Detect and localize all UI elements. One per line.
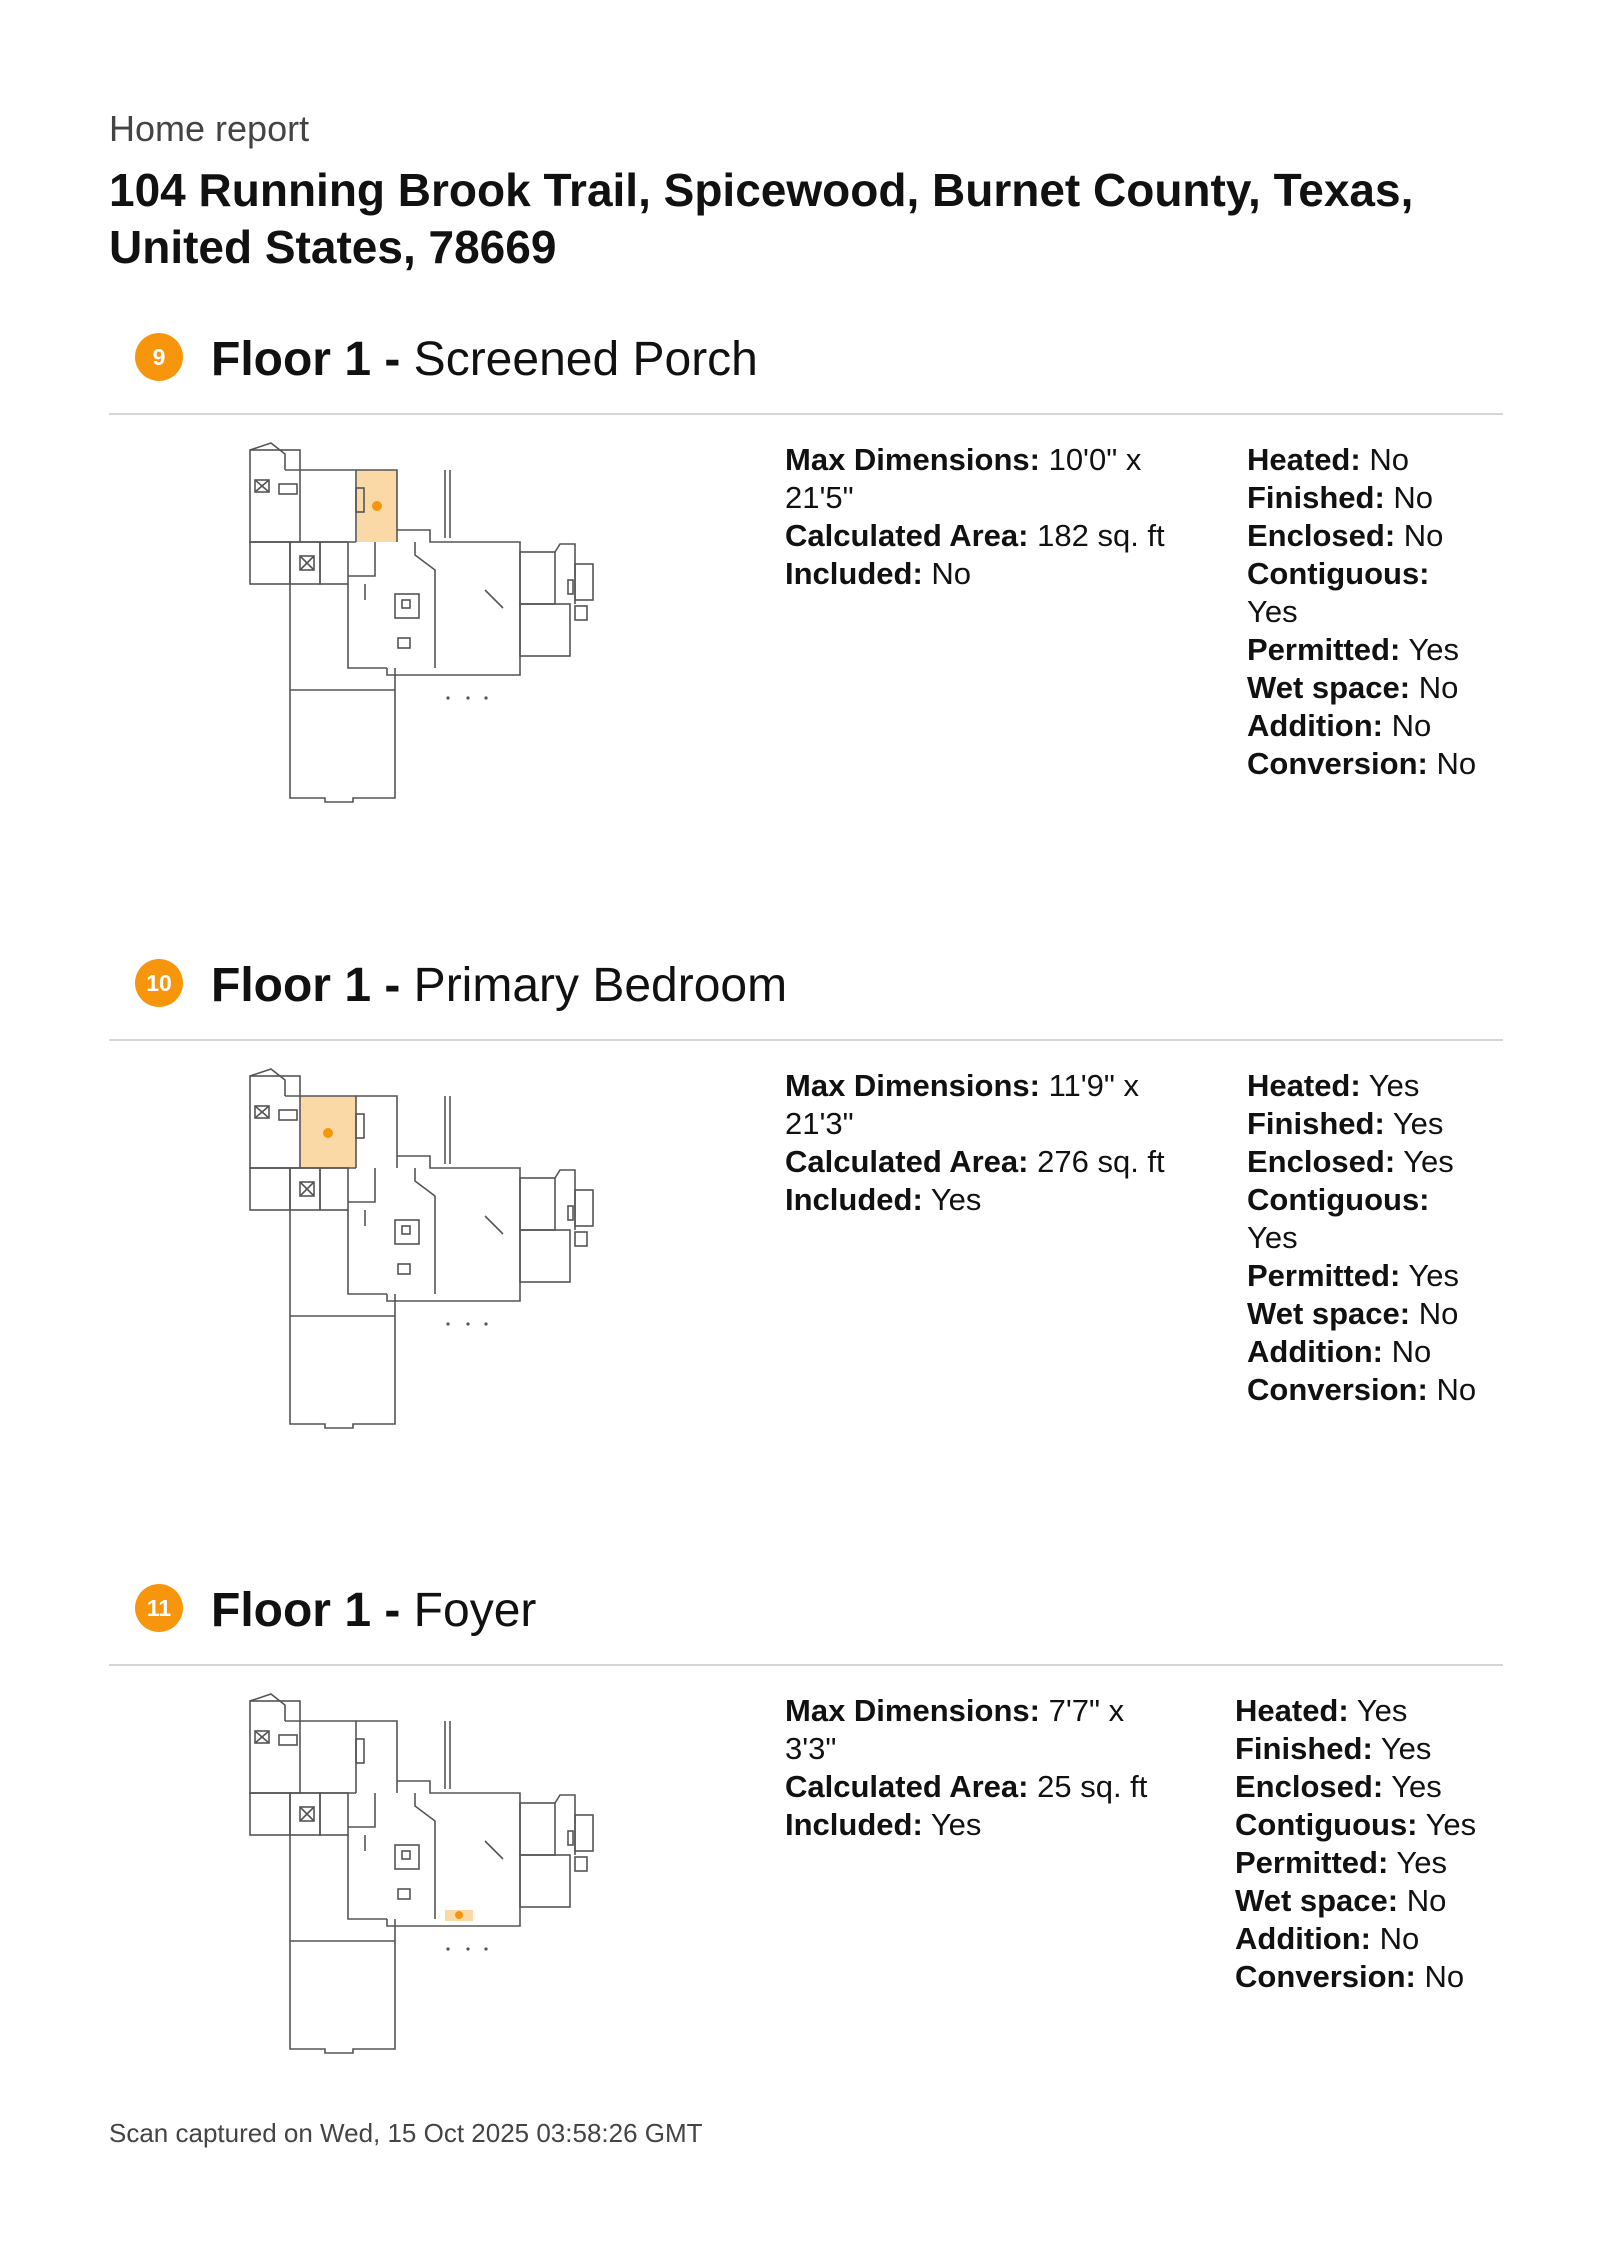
attr-addition: Addition: No bbox=[1247, 1334, 1432, 1369]
room-section-screened-porch bbox=[0, 327, 1600, 887]
attr-permitted: Permitted: Yes bbox=[1247, 632, 1459, 667]
attr-addition: Addition: No bbox=[1235, 1921, 1420, 1956]
attr-wet-space: Wet space: No bbox=[1235, 1883, 1447, 1918]
attr-wet-space: Wet space: No bbox=[1247, 670, 1459, 705]
detail-calculated-area: Calculated Area: 276 sq. ft bbox=[785, 1144, 1165, 1179]
room-marker-icon bbox=[372, 501, 382, 511]
attr-heated: Heated: Yes bbox=[1235, 1693, 1408, 1728]
attr-finished: Finished: Yes bbox=[1235, 1731, 1432, 1766]
room-floor: Floor 1 bbox=[211, 333, 372, 386]
room-attributes bbox=[1235, 1692, 1495, 1996]
floor-plan-icon bbox=[245, 440, 625, 810]
floor-plan-icon bbox=[245, 1691, 625, 2061]
report-kicker: Home report bbox=[109, 108, 310, 149]
attr-conversion: Conversion: No bbox=[1235, 1959, 1465, 1994]
attr-enclosed: Enclosed: Yes bbox=[1235, 1769, 1442, 1804]
highlight-screened-porch bbox=[357, 470, 397, 542]
room-marker-icon bbox=[323, 1128, 333, 1138]
attr-enclosed: Enclosed: Yes bbox=[1247, 1144, 1454, 1179]
room-name: Screened Porch bbox=[413, 333, 758, 386]
room-section-foyer bbox=[0, 1578, 1600, 2138]
property-address: 104 Running Brook Trail, Spicewood, Burnet County, Texas, United States, 78669 bbox=[109, 164, 1414, 273]
room-name: Primary Bedroom bbox=[413, 959, 788, 1012]
room-details bbox=[785, 1067, 1175, 1219]
attr-finished: Finished: Yes bbox=[1247, 1106, 1444, 1141]
scan-timestamp: Scan captured on Wed, 15 Oct 2025 03:58:26 GMT bbox=[109, 2118, 703, 2148]
attr-finished: Finished: No bbox=[1247, 480, 1434, 515]
attr-conversion: Conversion: No bbox=[1247, 746, 1477, 781]
title-separator: - bbox=[371, 1584, 414, 1637]
attr-contiguous: Contiguous: Yes bbox=[1247, 1182, 1430, 1255]
room-title bbox=[211, 1578, 536, 1644]
detail-included: Included: Yes bbox=[785, 1182, 982, 1217]
detail-included: Included: No bbox=[785, 556, 972, 591]
highlight-foyer bbox=[445, 1910, 473, 1921]
detail-included: Included: Yes bbox=[785, 1807, 982, 1842]
attr-addition: Addition: No bbox=[1247, 708, 1432, 743]
floor-plan-thumbnail bbox=[245, 1691, 625, 2061]
floor-plan-thumbnail bbox=[245, 440, 625, 810]
room-name: Foyer bbox=[413, 1584, 537, 1637]
floor-plan-icon bbox=[245, 1066, 625, 1436]
room-details bbox=[785, 441, 1175, 593]
room-attributes bbox=[1247, 441, 1477, 783]
attr-heated: Heated: Yes bbox=[1247, 1068, 1420, 1103]
room-section-header bbox=[109, 953, 1503, 1041]
room-number-badge: 11 bbox=[135, 1584, 183, 1632]
attr-heated: Heated: No bbox=[1247, 442, 1409, 477]
title-separator: - bbox=[371, 959, 414, 1012]
room-marker-icon bbox=[455, 1911, 463, 1919]
floor-plan-thumbnail bbox=[245, 1066, 625, 1436]
room-number-badge: 9 bbox=[135, 333, 183, 381]
room-section-header bbox=[109, 1578, 1503, 1666]
room-floor: Floor 1 bbox=[211, 959, 372, 1012]
detail-max-dimensions: Max Dimensions: 10'0" x 21'5" bbox=[785, 442, 1142, 515]
room-details bbox=[785, 1692, 1175, 1844]
attr-conversion: Conversion: No bbox=[1247, 1372, 1477, 1407]
detail-calculated-area: Calculated Area: 182 sq. ft bbox=[785, 518, 1165, 553]
attr-wet-space: Wet space: No bbox=[1247, 1296, 1459, 1331]
room-section-header bbox=[109, 327, 1503, 415]
room-section-primary-bedroom bbox=[0, 953, 1600, 1513]
detail-max-dimensions: Max Dimensions: 7'7" x 3'3" bbox=[785, 1693, 1125, 1766]
room-title bbox=[211, 327, 758, 393]
room-floor: Floor 1 bbox=[211, 1584, 372, 1637]
room-attributes bbox=[1247, 1067, 1477, 1409]
detail-calculated-area: Calculated Area: 25 sq. ft bbox=[785, 1769, 1148, 1804]
attr-contiguous: Contiguous: Yes bbox=[1235, 1807, 1477, 1842]
attr-enclosed: Enclosed: No bbox=[1247, 518, 1444, 553]
room-number-badge: 10 bbox=[135, 959, 183, 1007]
detail-max-dimensions: Max Dimensions: 11'9" x 21'3" bbox=[785, 1068, 1140, 1141]
room-title bbox=[211, 953, 787, 1019]
attr-permitted: Permitted: Yes bbox=[1247, 1258, 1459, 1293]
attr-contiguous: Contiguous: Yes bbox=[1247, 556, 1430, 629]
attr-permitted: Permitted: Yes bbox=[1235, 1845, 1447, 1880]
highlight-primary-bedroom bbox=[300, 1096, 356, 1168]
title-separator: - bbox=[371, 333, 414, 386]
